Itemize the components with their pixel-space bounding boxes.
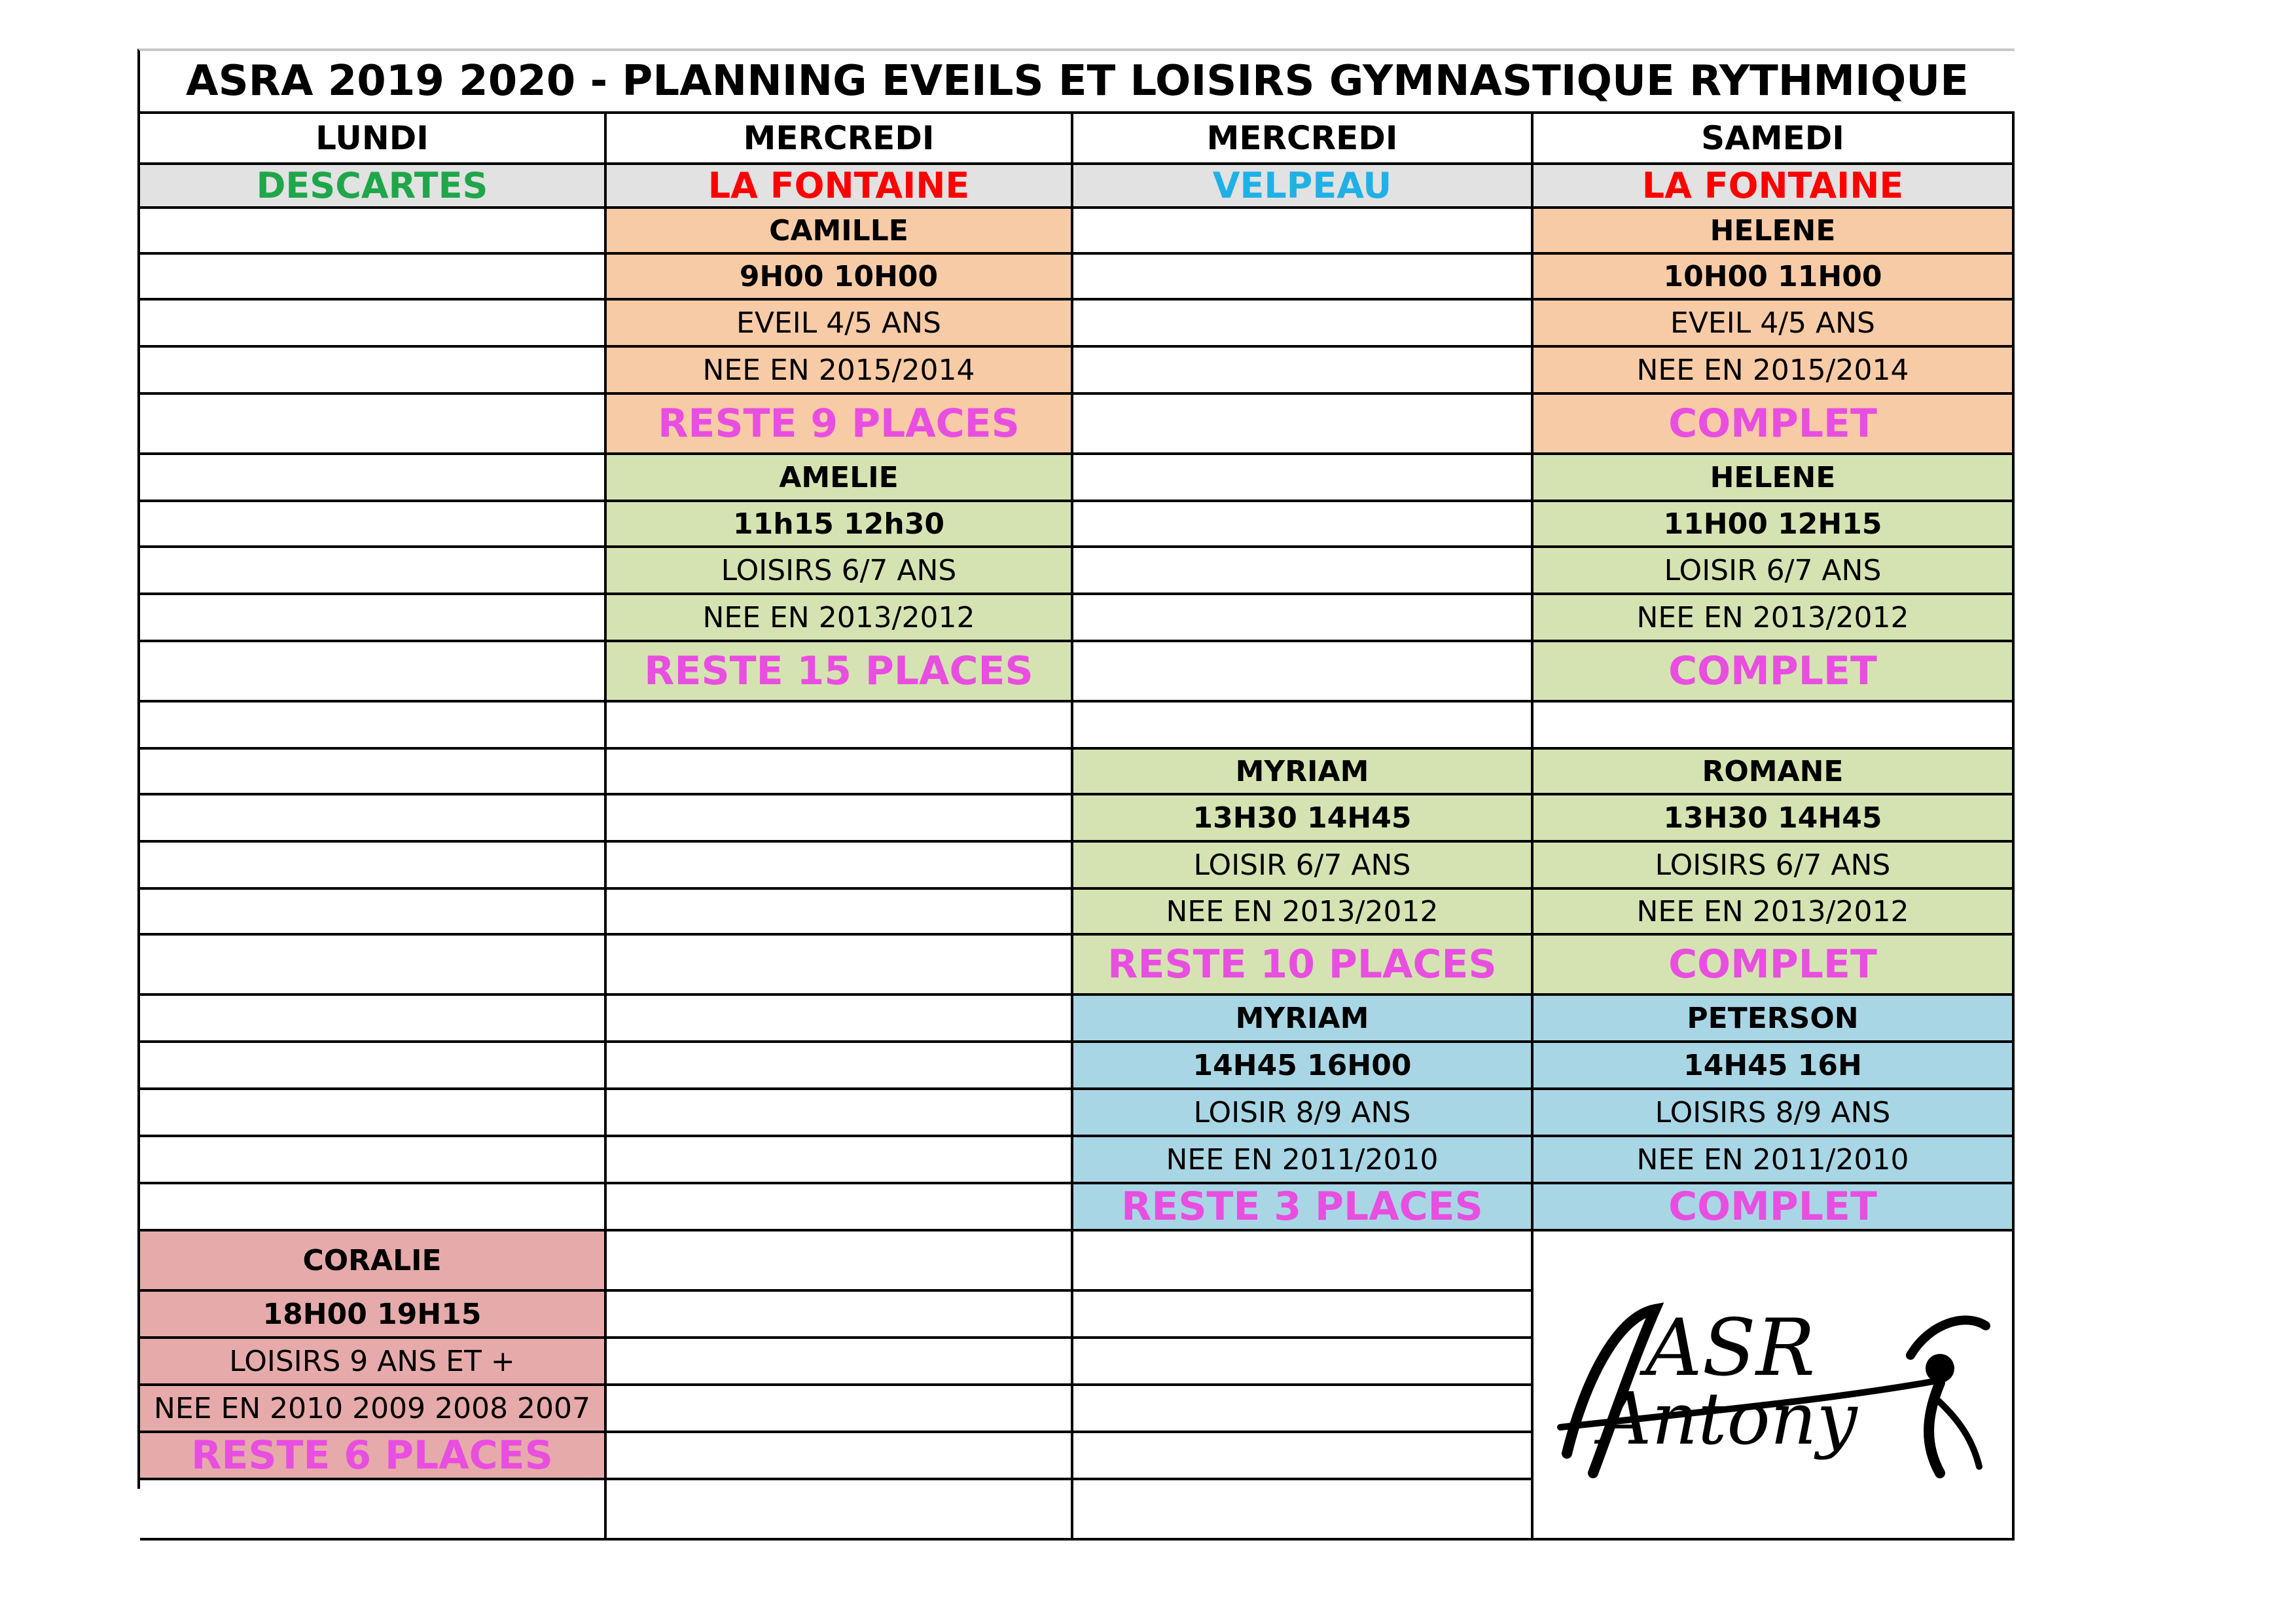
empty-cell — [140, 996, 607, 1043]
empty-cell — [1073, 455, 1534, 502]
class-group: EVEIL 4/5 ANS — [1534, 301, 2015, 348]
day-header-mercredi-1: MERCREDI — [607, 114, 1073, 165]
class-group: LOISIRS 6/7 ANS — [607, 548, 1073, 595]
class-birth-years: NEE EN 2013/2012 — [1534, 595, 2015, 642]
empty-cell — [607, 702, 1073, 750]
empty-cell — [140, 795, 607, 843]
empty-cell — [607, 1480, 1073, 1541]
empty-cell — [1073, 1231, 1534, 1292]
class-coach: CAMILLE — [607, 209, 1073, 255]
empty-cell — [140, 890, 607, 936]
class-time: 13H30 14H45 — [1073, 795, 1534, 843]
empty-cell — [140, 209, 607, 255]
empty-cell — [607, 1043, 1073, 1090]
class-status: RESTE 9 PLACES — [607, 395, 1073, 455]
empty-cell — [1073, 209, 1534, 255]
class-status: COMPLET — [1534, 642, 2015, 702]
class-birth-years: NEE EN 2011/2010 — [1534, 1137, 2015, 1184]
empty-cell — [607, 1386, 1073, 1433]
logo-line-1: ASR — [1645, 1303, 1815, 1394]
class-group: LOISIR 8/9 ANS — [1073, 1090, 1534, 1137]
empty-cell — [1073, 1339, 1534, 1386]
empty-cell — [607, 1137, 1073, 1184]
empty-cell — [1073, 348, 1534, 395]
empty-cell — [140, 750, 607, 795]
class-time: 10H00 11H00 — [1534, 255, 2015, 301]
class-time: 11h15 12h30 — [607, 502, 1073, 548]
empty-cell — [607, 1292, 1073, 1339]
empty-cell — [1073, 301, 1534, 348]
class-time: 18H00 19H15 — [140, 1292, 607, 1339]
class-coach: CORALIE — [140, 1231, 607, 1292]
empty-cell — [607, 1339, 1073, 1386]
day-header-lundi: LUNDI — [140, 114, 607, 165]
empty-cell — [607, 890, 1073, 936]
planning-table — [137, 48, 2015, 1489]
class-status: RESTE 6 PLACES — [140, 1433, 607, 1480]
empty-cell — [140, 1480, 607, 1541]
empty-cell — [607, 1231, 1073, 1292]
empty-cell — [1534, 702, 2015, 750]
empty-cell — [1073, 1292, 1534, 1339]
class-status: COMPLET — [1534, 1184, 2015, 1231]
empty-cell — [140, 1137, 607, 1184]
class-status: RESTE 15 PLACES — [607, 642, 1073, 702]
class-coach: AMELIE — [607, 455, 1073, 502]
day-header-mercredi-2: MERCREDI — [1073, 114, 1534, 165]
class-birth-years: NEE EN 2013/2012 — [607, 595, 1073, 642]
empty-cell — [607, 1433, 1073, 1480]
empty-cell — [607, 936, 1073, 996]
empty-cell — [1073, 1433, 1534, 1480]
gymnast-logo-icon — [1547, 1277, 1999, 1493]
empty-cell — [1073, 595, 1534, 642]
class-time: 9H00 10H00 — [607, 255, 1073, 301]
class-birth-years: NEE EN 2015/2014 — [607, 348, 1073, 395]
class-group: LOISIR 6/7 ANS — [1534, 548, 2015, 595]
empty-cell — [607, 1184, 1073, 1231]
empty-cell — [140, 936, 607, 996]
empty-cell — [607, 750, 1073, 795]
class-time: 14H45 16H00 — [1073, 1043, 1534, 1090]
class-coach: MYRIAM — [1073, 750, 1534, 795]
empty-cell — [1073, 548, 1534, 595]
empty-cell — [1073, 255, 1534, 301]
empty-cell — [140, 1043, 607, 1090]
empty-cell — [140, 255, 607, 301]
empty-cell — [1073, 702, 1534, 750]
class-status: RESTE 3 PLACES — [1073, 1184, 1534, 1231]
class-group: LOISIRS 6/7 ANS — [1534, 843, 2015, 890]
empty-cell — [140, 642, 607, 702]
empty-cell — [140, 395, 607, 455]
class-group: EVEIL 4/5 ANS — [607, 301, 1073, 348]
empty-cell — [140, 1090, 607, 1137]
class-status: RESTE 10 PLACES — [1073, 936, 1534, 996]
empty-cell — [140, 301, 607, 348]
empty-cell — [140, 348, 607, 395]
empty-cell — [140, 595, 607, 642]
empty-cell — [140, 843, 607, 890]
class-time: 13H30 14H45 — [1534, 795, 2015, 843]
empty-cell — [607, 996, 1073, 1043]
empty-cell — [1073, 502, 1534, 548]
class-time: 11H00 12H15 — [1534, 502, 2015, 548]
class-status: COMPLET — [1534, 395, 2015, 455]
empty-cell — [1073, 395, 1534, 455]
empty-cell — [1073, 1386, 1534, 1433]
empty-cell — [1073, 1480, 1534, 1541]
day-header-samedi: SAMEDI — [1534, 114, 2015, 165]
class-birth-years: NEE EN 2013/2012 — [1534, 890, 2015, 936]
location-la-fontaine-samedi: LA FONTAINE — [1534, 165, 2015, 209]
class-coach: HELENE — [1534, 209, 2015, 255]
class-coach: ROMANE — [1534, 750, 2015, 795]
empty-cell — [140, 548, 607, 595]
logo-line-2: Antony — [1599, 1377, 1857, 1461]
empty-cell — [140, 702, 607, 750]
empty-cell — [1073, 642, 1534, 702]
class-coach: PETERSON — [1534, 996, 2015, 1043]
location-la-fontaine-mercredi: LA FONTAINE — [607, 165, 1073, 209]
asr-antony-logo — [1534, 1231, 2015, 1541]
class-group: LOISIR 6/7 ANS — [1073, 843, 1534, 890]
empty-cell — [140, 455, 607, 502]
empty-cell — [607, 795, 1073, 843]
class-birth-years: NEE EN 2015/2014 — [1534, 348, 2015, 395]
class-birth-years: NEE EN 2010 2009 2008 2007 — [140, 1386, 607, 1433]
class-status: COMPLET — [1534, 936, 2015, 996]
location-velpeau: VELPEAU — [1073, 165, 1534, 209]
empty-cell — [607, 843, 1073, 890]
class-coach: HELENE — [1534, 455, 2015, 502]
class-birth-years: NEE EN 2013/2012 — [1073, 890, 1534, 936]
location-descartes: DESCARTES — [140, 165, 607, 209]
class-time: 14H45 16H — [1534, 1043, 2015, 1090]
class-birth-years: NEE EN 2011/2010 — [1073, 1137, 1534, 1184]
empty-cell — [607, 1090, 1073, 1137]
empty-cell — [140, 1184, 607, 1231]
class-group: LOISIRS 8/9 ANS — [1534, 1090, 2015, 1137]
page-title: ASRA 2019 2020 - PLANNING EVEILS ET LOISIRS GYMNASTIQUE RYTHMIQUE — [140, 51, 2015, 114]
empty-cell — [140, 502, 607, 548]
class-group: LOISIRS 9 ANS ET + — [140, 1339, 607, 1386]
class-coach: MYRIAM — [1073, 996, 1534, 1043]
